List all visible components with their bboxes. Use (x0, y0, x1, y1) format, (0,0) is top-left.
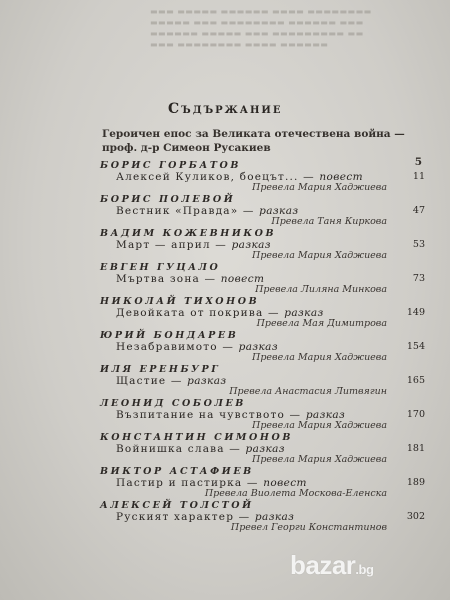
entry-title: Руският характер — разказ (116, 511, 295, 523)
list-item (100, 432, 425, 466)
entry-title: Пастир и пастирка — повест (116, 477, 307, 489)
entry-genre: повест (263, 477, 307, 489)
entry-page-number: 149 (406, 307, 425, 318)
list-item (100, 296, 425, 330)
list-item (100, 500, 425, 534)
entry-page-number: 73 (412, 273, 425, 284)
entry-title: Алексей Куликов, боецът... — повест (116, 171, 364, 183)
list-item (100, 466, 425, 500)
entry-title: Възпитание на чувството — разказ (116, 409, 346, 421)
entry-translator: Превела Мария Хаджиева (252, 454, 387, 465)
list-item (100, 262, 425, 296)
entry-translator: Превела Мария Хаджиева (252, 182, 387, 193)
entry-translator: Превела Виолета Москова-Еленска (204, 488, 387, 499)
entry-translator: Превел Георги Константинов (230, 522, 387, 533)
entry-title: Мъртва зона — повест (116, 273, 265, 285)
entry-title: Девойката от покрива — разказ (116, 307, 324, 319)
entry-title: Щастие — разказ (116, 375, 227, 387)
entry-title: Март — април — разказ (116, 239, 271, 251)
watermark-text: bazar.bg (290, 549, 374, 580)
list-item (100, 228, 425, 262)
page-title: Съдържание (168, 101, 283, 117)
entry-page-number: 165 (406, 375, 425, 386)
entry-page-number: 53 (412, 239, 425, 250)
bazar-watermark-logo (290, 545, 440, 585)
entry-genre: разказ (254, 511, 295, 523)
entry-title: Войнишка слава — разказ (116, 443, 285, 455)
entry-translator: Превела Мария Хаджиева (252, 420, 387, 431)
list-item (100, 194, 425, 228)
list-item (100, 398, 425, 432)
entry-author: ВАДИМ КОЖЕВНИКОВ (100, 228, 277, 239)
entry-page-number: 47 (412, 205, 425, 216)
entry-translator: Превела Лиляна Минкова (255, 284, 387, 295)
entry-page-number: 181 (406, 443, 425, 454)
bleed-through-text: ▬▬▬ ▬▬▬▬▬ ▬▬▬▬▬▬ ▬▬▬▬ ▬▬▬▬▬▬▬▬ ▬▬▬▬▬ ▬▬▬ ▬▬▬▬▬▬▬▬ ▬▬▬▬▬▬ ▬▬▬ ▬▬▬▬▬▬ ▬▬▬▬▬ ▬▬▬ ▬▬▬▬▬▬▬▬▬ ▬▬ ▬▬▬ ▬▬▬▬▬▬▬▬ ▬▬▬▬ ▬▬▬▬▬▬ (150, 7, 372, 49)
list-item (100, 160, 425, 194)
intro-text: Героичен епос за Великата отечествена война — проф. д-р Симеон Русакиев (102, 128, 405, 154)
entry-translator: Превела Анастасия Литвягин (229, 386, 387, 397)
entry-translator: Превела Таня Киркова (271, 216, 387, 227)
entry-author: КОНСТАНТИН СИМОНОВ (100, 432, 293, 443)
entry-author: ИЛЯ ЕРЕНБУРГ (100, 364, 221, 375)
entry-genre: разказ (284, 307, 324, 319)
list-item (100, 364, 425, 398)
entry-genre: разказ (259, 205, 299, 217)
entry-author: НИКОЛАЙ ТИХОНОВ (100, 296, 260, 307)
entry-page-number: 154 (406, 341, 425, 352)
intro-page-number: 5 (414, 156, 422, 168)
entry-translator: Превела Мария Хаджиева (252, 352, 387, 363)
entry-title: Вестник «Правда» — разказ (116, 205, 299, 217)
entry-author: ЕВГЕН ГУЦАЛО (100, 262, 221, 273)
entry-page-number: 189 (406, 477, 425, 488)
entry-genre: разказ (245, 443, 285, 455)
entry-author: БОРИС ГОРБАТОВ (100, 160, 241, 171)
entry-author: ЮРИЙ БОНДАРЕВ (100, 330, 239, 341)
entry-genre: повест (319, 171, 364, 183)
entry-genre: разказ (187, 375, 227, 387)
entry-title: Незабравимото — разказ (116, 341, 278, 353)
list-item (100, 330, 425, 364)
entry-page-number: 170 (406, 409, 425, 420)
entry-translator: Превела Мая Димитрова (256, 318, 387, 329)
entry-genre: разказ (231, 239, 271, 251)
contents-list (100, 160, 425, 534)
entry-page-number: 302 (406, 511, 425, 522)
entry-genre: разказ (238, 341, 278, 353)
entry-author: ЛЕОНИД СОБОЛЕВ (100, 398, 246, 409)
entry-author: ВИКТОР АСТАФИЕВ (100, 466, 254, 477)
entry-author: АЛЕКСЕЙ ТОЛСТОЙ (100, 500, 254, 511)
entry-translator: Превела Мария Хаджиева (252, 250, 387, 261)
entry-genre: разказ (305, 409, 346, 421)
entry-genre: повест (220, 273, 265, 285)
entry-page-number: 11 (412, 171, 425, 182)
entry-author: БОРИС ПОЛЕВОЙ (100, 194, 236, 205)
